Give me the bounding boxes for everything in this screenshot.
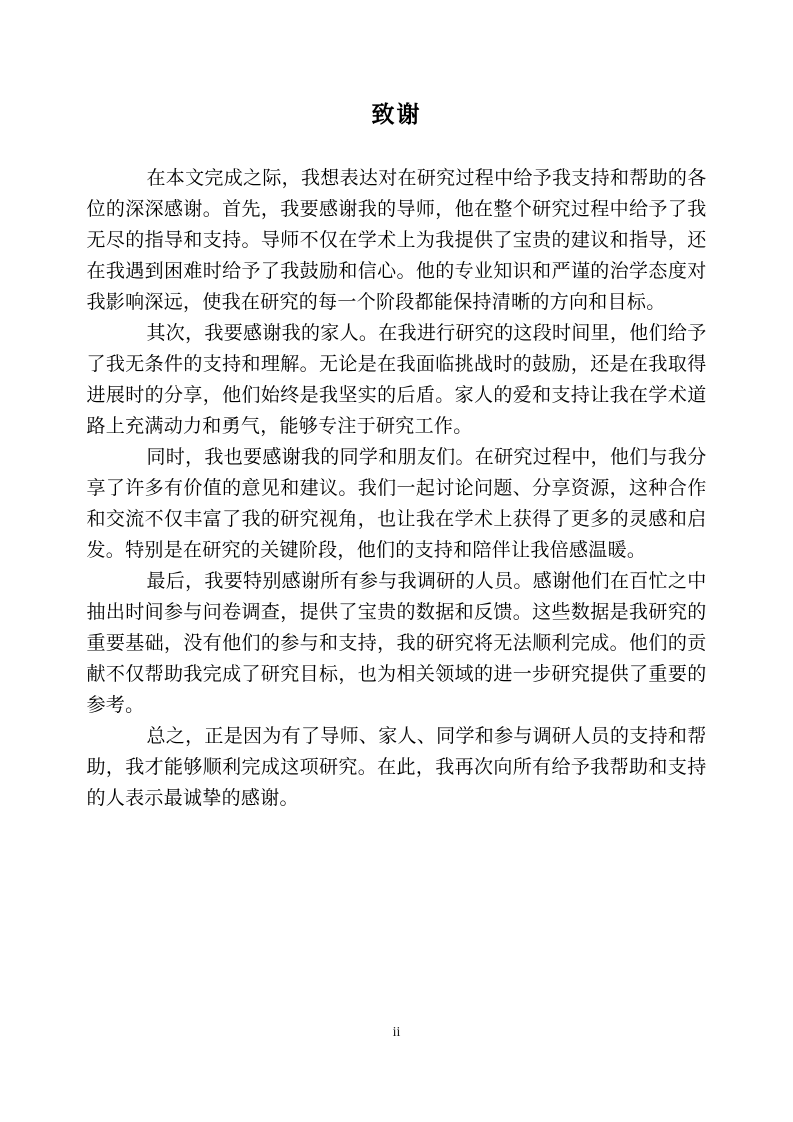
paragraph: 同时，我也要感谢我的同学和朋友们。在研究过程中，他们与我分享了许多有价值的意见和建议。我们一起讨论问题、分享资源，这种合作和交流不仅丰富了我的研究视角，也让我在学术上获得了更多的灵感和启发。特别是在研究的关键阶段，他们的支持和陪伴让我倍感温暖。 — [86, 446, 707, 561]
paragraph: 其次，我要感谢我的家人。在我进行研究的这段时间里，他们给予了我无条件的支持和理解。无论是在我面临挑战时的鼓励，还是在我取得进展时的分享，他们始终是我坚实的后盾。家人的爱和支持让我在学术道路上充满动力和勇气，能够专注于研究工作。 — [86, 322, 707, 437]
body-text — [87, 163, 707, 814]
paragraph: 最后，我要特别感谢所有参与我调研的人员。感谢他们在百忙之中抽出时间参与问卷调查，提供了宝贵的数据和反馈。这些数据是我研究的重要基础，没有他们的参与和支持，我的研究将无法顺利完成。他们的贡献不仅帮助我完成了研究目标，也为相关领域的进一步研究提供了重要的参考。 — [86, 570, 707, 716]
page-title: 致谢 — [371, 102, 422, 127]
paragraph: 在本文完成之际，我想表达对在研究过程中给予我支持和帮助的各位的深深感谢。首先，我要感谢我的导师，他在整个研究过程中给予了我无尽的指导和支持。导师不仅在学术上为我提供了宝贵的建议和指导，还在我遇到困难时给予了我鼓励和信心。他的专业知识和严谨的治学态度对我影响深远，使我在研究的每一个阶段都能保持清晰的方向和目标。 — [86, 167, 707, 313]
page-number: ii — [392, 1025, 401, 1040]
paragraph: 总之，正是因为有了导师、家人、同学和参与调研人员的支持和帮助，我才能够顺利完成这项研究。在此，我再次向所有给予我帮助和支持的人表示最诚挚的感谢。 — [86, 725, 707, 809]
